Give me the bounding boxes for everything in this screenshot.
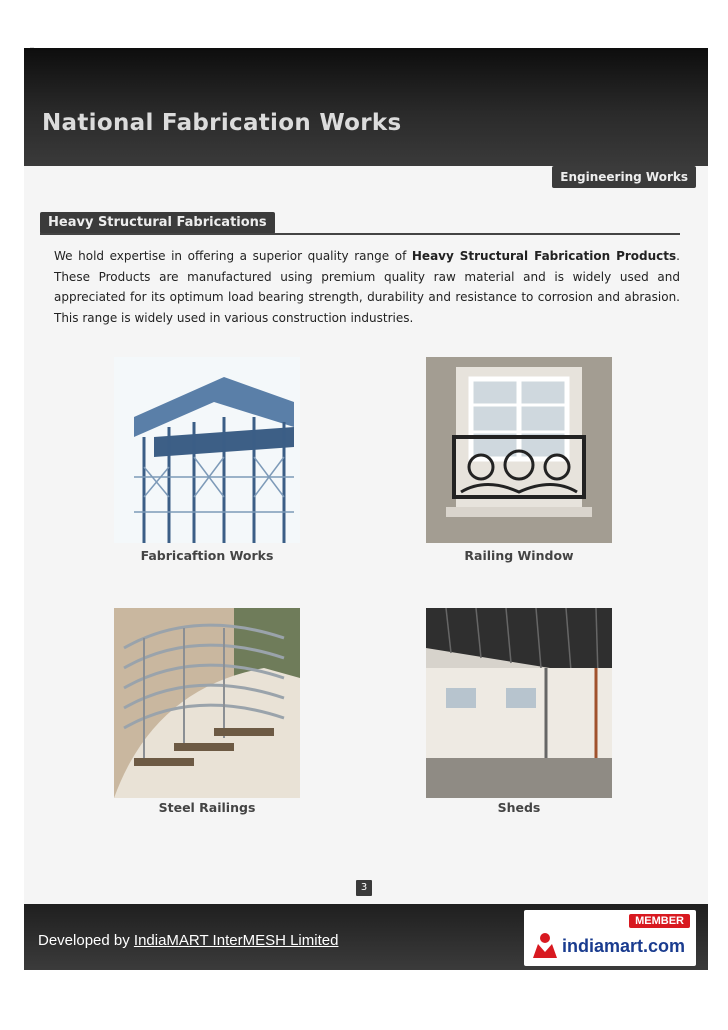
header-bar xyxy=(24,48,708,166)
developed-by-text xyxy=(38,932,338,949)
spiral-stair-photo-icon xyxy=(114,608,300,798)
caption-sheds: Sheds xyxy=(497,800,541,815)
product-image-steel-railings xyxy=(114,608,300,798)
page-number: 3 xyxy=(356,880,372,896)
category-badge: Engineering Works xyxy=(552,166,696,188)
product-image-railing-window xyxy=(426,357,612,543)
section-description xyxy=(54,246,680,328)
brand-name: indiamart.com xyxy=(562,936,686,956)
footer-bar xyxy=(24,904,708,970)
company-title: National Fabrication Works xyxy=(42,110,402,136)
description-highlight: Heavy Structural Fabrication Products xyxy=(411,249,677,263)
product-image-sheds xyxy=(426,608,612,798)
section-divider xyxy=(40,233,680,235)
indiamart-member-logo[interactable] xyxy=(524,910,696,966)
caption-railing-window: Railing Window xyxy=(464,548,574,563)
caption-fabrication: Fabricaftion Works xyxy=(140,548,274,563)
document-page xyxy=(24,48,708,970)
steel-structure-photo-icon xyxy=(114,357,300,543)
shed-photo-icon xyxy=(426,608,612,798)
description-intro: We hold expertise in offering a superior quality range of xyxy=(54,249,412,263)
developed-by-label: Developed by xyxy=(38,932,134,949)
member-badge: MEMBER xyxy=(629,914,690,928)
section-title: Heavy Structural Fabrications xyxy=(40,212,275,234)
indiamart-logo-icon xyxy=(530,930,560,960)
product-image-fabrication xyxy=(114,357,300,543)
railing-window-photo-icon xyxy=(426,357,612,543)
developer-link[interactable]: IndiaMART InterMESH Limited xyxy=(133,932,339,949)
description-body: . These Products are manufactured using premium quality raw material and is widely used and appreciated for its optimum load bearing strength, durability and resistance to corrosion and abrasion. This range is widely used in various construction industries. xyxy=(54,249,680,325)
caption-steel-railings: Steel Railings xyxy=(158,800,256,815)
